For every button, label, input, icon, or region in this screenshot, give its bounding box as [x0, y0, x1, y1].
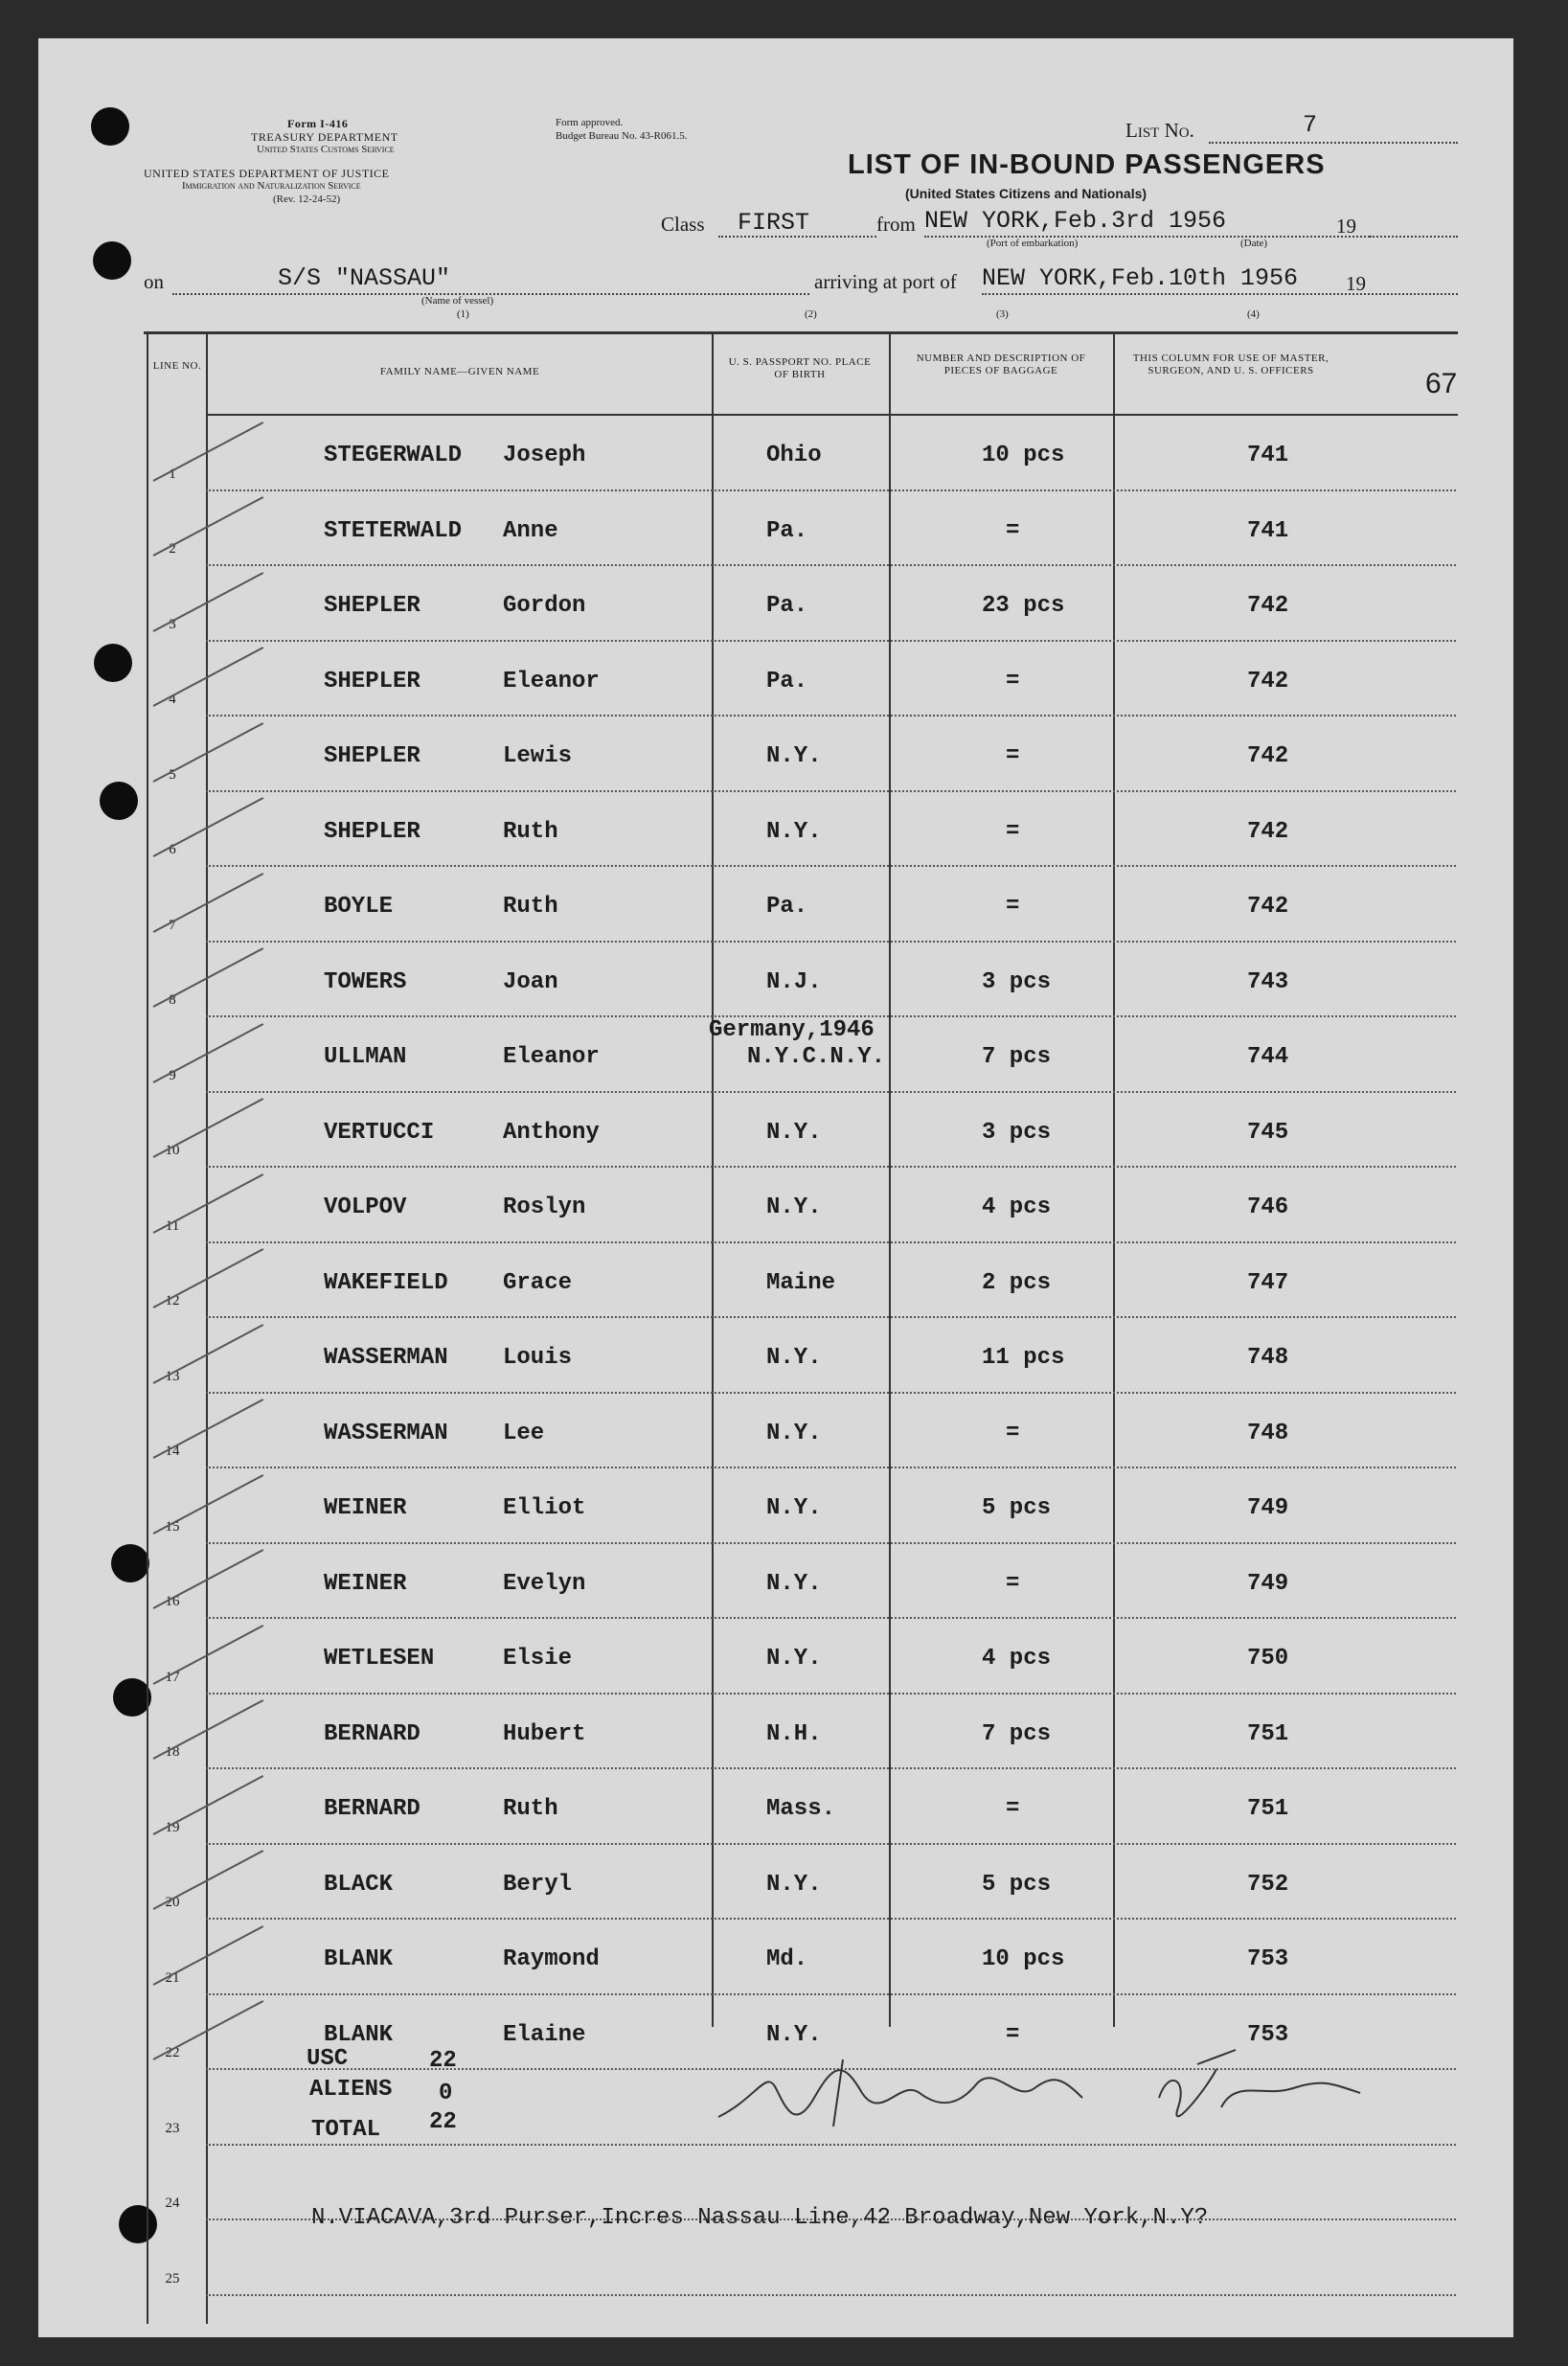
family-name: TOWERS: [324, 968, 407, 995]
total-label: TOTAL: [311, 2117, 381, 2143]
given-name: Ruth: [503, 1796, 558, 1822]
baggage: =: [1006, 743, 1020, 769]
from-value: NEW YORK,Feb.3rd 1956: [924, 207, 1227, 235]
family-name: WAKEFIELD: [324, 1269, 448, 1296]
check-mark: [153, 496, 264, 557]
place-of-birth: N.Y.: [766, 818, 822, 845]
check-mark: [153, 1248, 264, 1308]
line-number: 6: [169, 842, 176, 857]
baggage: 4 pcs: [982, 1646, 1052, 1672]
row-divider: [206, 1316, 1456, 1318]
place-of-birth: N.Y.: [766, 743, 822, 769]
baggage: =: [1006, 2021, 1020, 2048]
baggage: 10 pcs: [982, 1946, 1065, 1972]
place-of-birth: Mass.: [766, 1796, 836, 1822]
given-name: Joseph: [503, 443, 586, 468]
check-mark: [153, 572, 264, 632]
row-divider: [206, 790, 1456, 792]
family-name: VERTUCCI: [324, 1119, 435, 1146]
check-mark: [153, 1625, 264, 1685]
given-name: Raymond: [503, 1946, 600, 1972]
family-name: WEINER: [324, 1570, 407, 1597]
officer-number: 753: [1247, 2021, 1289, 2048]
baggage: =: [1006, 818, 1020, 845]
on-label: on: [144, 270, 164, 293]
check-mark: [153, 797, 264, 857]
given-name: Anne: [503, 517, 558, 544]
family-name: BOYLE: [324, 894, 394, 920]
officer-number: 751: [1247, 1720, 1289, 1747]
row-divider: [206, 1166, 1456, 1168]
row-divider: [206, 1467, 1456, 1468]
place-of-birth: N.Y.: [766, 1420, 822, 1446]
line-number: 8: [169, 992, 176, 1008]
class-value: FIRST: [738, 209, 810, 237]
place-of-birth: N.Y.: [766, 1570, 822, 1597]
class-label: Class: [661, 213, 705, 236]
check-mark: [153, 1775, 264, 1835]
given-name: Hubert: [503, 1720, 586, 1747]
row-divider: [206, 1542, 1456, 1544]
family-name: BLANK: [324, 2021, 394, 2048]
line-number: 17: [165, 1669, 180, 1685]
officer-number: 749: [1247, 1570, 1289, 1597]
binder-hole: [113, 1678, 151, 1717]
family-name: SHEPLER: [324, 743, 420, 769]
place-of-birth: N.Y.: [766, 1646, 822, 1672]
line-number: 19: [165, 1819, 180, 1835]
baggage: 4 pcs: [982, 1194, 1052, 1220]
col-num-1: (1): [457, 308, 469, 320]
line-number: 20: [165, 1895, 180, 1910]
aliens-count: 0: [439, 2081, 453, 2106]
line-number: 2: [169, 541, 176, 557]
line-number: 4: [169, 692, 176, 707]
place-of-birth: N.Y.: [766, 1871, 822, 1898]
row-divider: [206, 1767, 1456, 1769]
given-name: Lee: [503, 1420, 545, 1446]
check-mark: [153, 1850, 264, 1910]
usc-label: USC: [307, 2046, 349, 2072]
check-mark: [153, 1549, 264, 1609]
line-number: 9: [169, 1067, 176, 1083]
col-header-passport: U. S. PASSPORT NO. PLACE OF BIRTH: [728, 356, 872, 380]
form-number: Form I-416: [287, 117, 349, 130]
line-number: 13: [165, 1368, 180, 1384]
customs-service: United States Customs Service: [257, 144, 395, 155]
place-of-birth: Maine: [766, 1269, 836, 1296]
row-divider: [206, 1091, 1456, 1093]
arriving-label: arriving at port of: [814, 270, 957, 293]
baggage: 5 pcs: [982, 1871, 1052, 1898]
form-revision: (Rev. 12-24-52): [273, 193, 341, 205]
purser-line: N.VIACAVA,3rd Purser,Incres Nassau Line,42 Broadway,New York,N.Y?: [311, 2205, 1209, 2231]
birth-note: Germany,1946: [709, 1017, 875, 1043]
check-mark: [153, 947, 264, 1008]
place-of-birth: N.Y.: [766, 2021, 822, 2048]
given-name: Anthony: [503, 1119, 600, 1146]
place-of-birth: N.Y.: [766, 1345, 822, 1371]
given-name: Joan: [503, 968, 558, 995]
list-no-value: 7: [1303, 111, 1318, 139]
baggage: 11 pcs: [982, 1345, 1065, 1371]
line-number: 12: [165, 1293, 180, 1308]
baggage: =: [1006, 1570, 1020, 1597]
officer-number: 741: [1247, 443, 1289, 468]
line-number: 25: [165, 2270, 180, 2286]
officer-number: 751: [1247, 1796, 1289, 1822]
vessel-label: (Name of vessel): [421, 295, 494, 307]
officer-number: 748: [1247, 1420, 1289, 1446]
check-mark: [153, 722, 264, 783]
row-divider: [206, 1993, 1456, 1995]
col-header-baggage: NUMBER AND DESCRIPTION OF PIECES OF BAGGAGE: [916, 353, 1086, 376]
officer-number: 745: [1247, 1119, 1289, 1146]
page-title: LIST OF IN-BOUND PASSENGERS: [848, 149, 1326, 180]
given-name: Elsie: [503, 1646, 573, 1672]
col-header-line: LINE NO.: [152, 360, 202, 372]
aliens-label: ALIENS: [309, 2077, 393, 2103]
baggage: 2 pcs: [982, 1269, 1052, 1296]
officer-signature: [699, 2040, 1389, 2146]
arriving-value: NEW YORK,Feb.10th 1956: [982, 264, 1299, 292]
line-number: 11: [165, 1217, 180, 1234]
page-number: 67: [1425, 368, 1458, 399]
officer-number: 742: [1247, 818, 1289, 845]
place-of-birth: N.H.: [766, 1720, 822, 1747]
date-label: (Date): [1240, 238, 1268, 249]
baggage: 7 pcs: [982, 1720, 1052, 1747]
place-of-birth: Pa.: [766, 593, 808, 619]
officer-number: 742: [1247, 668, 1289, 694]
officer-number: 743: [1247, 968, 1289, 995]
family-name: STETERWALD: [324, 517, 463, 544]
place-of-birth: Pa.: [766, 668, 808, 694]
place-of-birth: N.Y.: [766, 1495, 822, 1521]
line-number: 1: [169, 466, 176, 482]
place-of-birth: N.Y.: [766, 1194, 822, 1220]
baggage: 7 pcs: [982, 1044, 1052, 1070]
row-divider: [206, 1392, 1456, 1394]
place-of-birth: N.J.: [766, 968, 822, 995]
family-name: STEGERWALD: [324, 443, 463, 468]
officer-number: 749: [1247, 1495, 1289, 1521]
row-divider: [206, 1241, 1456, 1243]
given-name: Gordon: [503, 593, 586, 619]
family-name: SHEPLER: [324, 593, 420, 619]
row-divider: [206, 941, 1456, 943]
binder-hole: [111, 1544, 149, 1582]
check-mark: [153, 1098, 264, 1158]
justice-dept: UNITED STATES DEPARTMENT OF JUSTICE: [144, 167, 390, 180]
check-mark: [153, 1023, 264, 1083]
col-num-4: (4): [1247, 308, 1260, 320]
row-divider: [206, 865, 1456, 867]
officer-number: 741: [1247, 517, 1289, 544]
family-name: WETLESEN: [324, 1646, 435, 1672]
baggage: 23 pcs: [982, 593, 1065, 619]
given-name: Roslyn: [503, 1194, 586, 1220]
baggage: =: [1006, 894, 1020, 920]
from-label: from: [876, 213, 916, 236]
line-number: 21: [165, 1969, 180, 1986]
baggage: 3 pcs: [982, 968, 1052, 995]
row-divider: [206, 564, 1456, 566]
row-divider: [206, 2294, 1456, 2296]
given-name: Elaine: [503, 2021, 586, 2048]
row-divider: [206, 1918, 1456, 1920]
col-header-officers: THIS COLUMN FOR USE OF MASTER, SURGEON, AND U. S. OFFICERS: [1132, 353, 1329, 376]
given-name: Ruth: [503, 818, 558, 845]
year-suffix: 19: [1336, 215, 1356, 238]
col-num-3: (3): [996, 308, 1009, 320]
officer-number: 742: [1247, 593, 1289, 619]
given-name: Beryl: [503, 1871, 573, 1898]
place-of-birth: Md.: [766, 1946, 808, 1972]
binder-hole: [93, 241, 131, 280]
list-no-label: List No.: [1125, 119, 1194, 142]
check-mark: [153, 2000, 264, 2060]
check-mark: [153, 421, 264, 482]
place-of-birth: N.Y.: [766, 1119, 822, 1146]
baggage: 5 pcs: [982, 1495, 1052, 1521]
baggage: =: [1006, 1420, 1020, 1446]
line-number: 16: [165, 1594, 180, 1609]
arriving-year-suffix: 19: [1346, 272, 1366, 295]
baggage: =: [1006, 1796, 1020, 1822]
line-number: 23: [165, 2120, 180, 2136]
line-number: 18: [165, 1744, 180, 1760]
binder-hole: [119, 2205, 157, 2243]
budget-bureau: Budget Bureau No. 43-R061.5.: [556, 130, 688, 142]
check-mark: [153, 1699, 264, 1760]
check-mark: [153, 1474, 264, 1535]
baggage: 10 pcs: [982, 443, 1065, 468]
form-approved: Form approved.: [556, 117, 624, 128]
place-of-birth: N.Y.C.N.Y.: [747, 1044, 886, 1070]
col-header-name: FAMILY NAME—GIVEN NAME: [379, 366, 540, 377]
row-divider: [206, 1617, 1456, 1619]
given-name: Lewis: [503, 743, 573, 769]
family-name: BERNARD: [324, 1796, 420, 1822]
officer-number: 752: [1247, 1871, 1289, 1898]
vessel-name: S/S "NASSAU": [278, 264, 451, 292]
place-of-birth: Pa.: [766, 894, 808, 920]
row-divider: [206, 489, 1456, 491]
officer-number: 750: [1247, 1646, 1289, 1672]
row-divider: [206, 715, 1456, 717]
check-mark: [153, 873, 264, 933]
usc-count: 22: [429, 2048, 457, 2074]
check-mark: [153, 1399, 264, 1459]
line-number: 10: [165, 1143, 180, 1158]
given-name: Elliot: [503, 1495, 586, 1521]
line-number: 15: [165, 1518, 180, 1535]
check-mark: [153, 647, 264, 707]
binder-hole: [94, 644, 132, 682]
place-of-birth: Ohio: [766, 443, 822, 468]
manifest-page: [38, 38, 1513, 2337]
family-name: BERNARD: [324, 1720, 420, 1747]
treasury-dept: TREASURY DEPARTMENT: [251, 130, 398, 144]
given-name: Louis: [503, 1345, 573, 1371]
family-name: SHEPLER: [324, 668, 420, 694]
given-name: Eleanor: [503, 1044, 600, 1070]
row-divider: [206, 1843, 1456, 1845]
baggage: =: [1006, 668, 1020, 694]
place-of-birth: Pa.: [766, 517, 808, 544]
given-name: Evelyn: [503, 1570, 586, 1597]
given-name: Ruth: [503, 894, 558, 920]
given-name: Grace: [503, 1269, 573, 1296]
line-number: 7: [169, 917, 176, 933]
row-divider: [206, 1693, 1456, 1695]
officer-number: 742: [1247, 743, 1289, 769]
officer-number: 753: [1247, 1946, 1289, 1972]
officer-number: 748: [1247, 1345, 1289, 1371]
col-num-2: (2): [805, 308, 817, 320]
total-count: 22: [429, 2109, 457, 2135]
officer-number: 744: [1247, 1044, 1289, 1070]
page-subtitle: (United States Citizens and Nationals): [905, 186, 1148, 201]
check-mark: [153, 1925, 264, 1986]
family-name: BLANK: [324, 1946, 394, 1972]
row-divider: [206, 640, 1456, 642]
family-name: SHEPLER: [324, 818, 420, 845]
family-name: WEINER: [324, 1495, 407, 1521]
line-number: 22: [165, 2045, 180, 2060]
officer-number: 747: [1247, 1269, 1289, 1296]
binder-hole: [91, 107, 129, 146]
line-number: 14: [165, 1444, 180, 1459]
family-name: WASSERMAN: [324, 1420, 448, 1446]
ins-service: Immigration and Naturalization Service: [182, 180, 361, 192]
binder-hole: [100, 782, 138, 820]
family-name: VOLPOV: [324, 1194, 407, 1220]
check-mark: [153, 1173, 264, 1234]
baggage: =: [1006, 517, 1020, 544]
line-number: 3: [169, 616, 176, 632]
port-embark-label: (Port of embarkation): [987, 238, 1079, 249]
line-number: 5: [169, 766, 176, 783]
family-name: BLACK: [324, 1871, 394, 1898]
line-number: 24: [165, 2195, 180, 2211]
officer-number: 746: [1247, 1194, 1289, 1220]
family-name: ULLMAN: [324, 1044, 407, 1070]
check-mark: [153, 1324, 264, 1384]
officer-number: 742: [1247, 894, 1289, 920]
given-name: Eleanor: [503, 668, 600, 694]
family-name: WASSERMAN: [324, 1345, 448, 1371]
baggage: 3 pcs: [982, 1119, 1052, 1146]
